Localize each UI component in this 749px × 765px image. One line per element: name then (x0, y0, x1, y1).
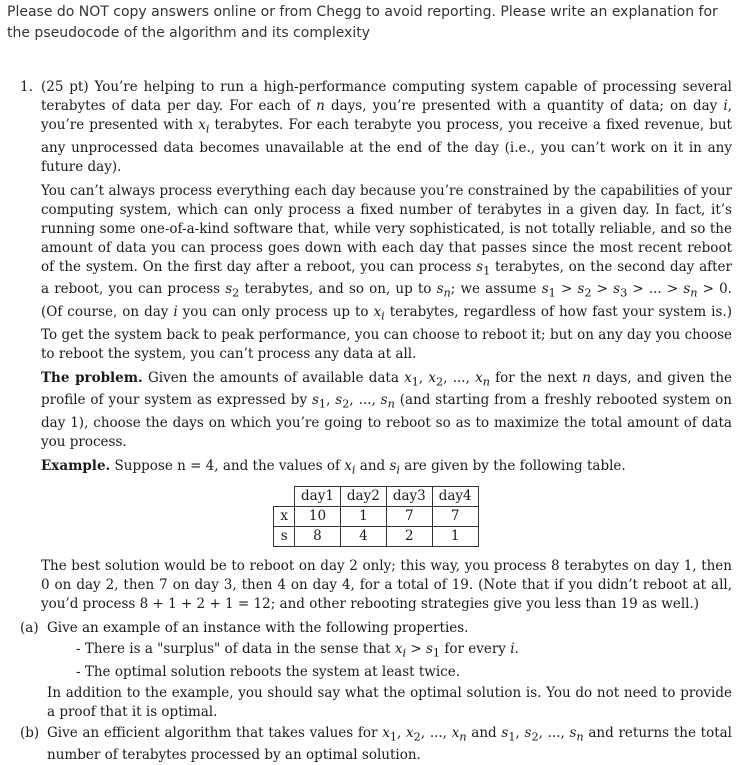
problem-number: 1. (20, 78, 33, 97)
example-heading: Example. (41, 458, 110, 474)
table-header: day1 (295, 486, 341, 506)
part-a-followup: In addition to the example, you should say what the optimal solution is. You do not need to provide a proof that it is optimal. (47, 684, 732, 722)
table-cell: 1 (432, 526, 478, 546)
example-table (273, 486, 478, 547)
example-paragraph: Example. Suppose n = 4, and the values of $x_i$ and $s_i$ are given by the following table. (41, 457, 732, 480)
table-cell: 10 (295, 506, 341, 526)
list-item: - The optimal solution reboots the system at least twice. (76, 663, 732, 682)
problem-1 (20, 78, 732, 765)
solution-paragraph: The best solution would be to reboot on day 2 only; this way, you process 8 terabytes on day 1, then 0 on day 2, then 7 on day 3, then 4 on day 4, for a total of 19. (Note that if you didn’t reboot at all, you’d process 8 + 1 + 2 + 1 = 12; and other rebooting strategies give you less than 19 as well.) (41, 557, 732, 614)
table-corner (274, 486, 295, 506)
table-cell: 7 (432, 506, 478, 526)
table-cell: 8 (295, 526, 341, 546)
table-cell: 1 (340, 506, 386, 526)
part-b (47, 724, 732, 765)
table-header: day2 (340, 486, 386, 506)
table-header: day3 (386, 486, 432, 506)
part-a-bullets (76, 640, 732, 682)
list-item: - There is a "surplus" of data in the sense that $x_i > s_1$ for every i. (76, 640, 732, 663)
part-a (47, 619, 732, 722)
problem-paragraph-3: The problem. Given the amounts of available data $x_1$, $x_2$, ..., $x_n$ for the next n days, and given the profile of your system as expressed by $s_1$, $s_2$, ..., $s_n$ (and starting from a freshly rebooted system on day 1), choose the days on which you’re going to reboot so as to maximize the total amount of data you process. (41, 369, 732, 452)
table-row-label: s (274, 526, 295, 546)
part-a-text: Give an example of an instance with the following properties. (47, 620, 468, 636)
part-b-label: (b) (20, 724, 47, 743)
part-a-label: (a) (20, 619, 47, 638)
intro-note: Please do NOT copy answers online or from Chegg to avoid reporting. Please write an explanation for the pseudocode of the algorithm and its complexity (7, 2, 742, 44)
problem-paragraph-2: You can’t always process everything each day because you’re constrained by the capabilities of your computing system, which can only process a fixed number of terabytes in a given day. In fact, it’s running some one-of-a-kind software that, while very sophisticated, is not totally reliable, and so the amount of data you can process goes down with each day that passes since the most recent reboot of the system. On the first day after a reboot, you can process $s_1$ terabytes, on the second day after a reboot, you can process $s_2$ terabytes, and so on, up to $s_n$; we assume $s_1 > s_2 > s_3$ > ... > $s_n > 0$. (Of course, on day i you can only process up to $x_i$ terabytes, regardless of how fast your system is.) To get the system back to peak performance, you can choose to reboot it; but on any day you choose to reboot the system, you can’t process any data at all. (41, 182, 732, 364)
problem-paragraph-1: (25 pt) You’re helping to run a high-performance computing system capable of processing several terabytes of data per day. For each of n days, you’re presented with a quantity of data; on day i, you’re presented with $x_i$ terabytes. For each terabyte you process, you receive a fixed revenue, but any unprocessed data becomes unavailable at the end of the day (i.e., you can’t work on it in any future day). (41, 78, 732, 177)
table-cell: 2 (386, 526, 432, 546)
table-cell: 7 (386, 506, 432, 526)
problem-heading: The problem. (41, 370, 143, 386)
part-b-text: Give an efficient algorithm that takes values for $x_1$, $x_2$, ..., $x_n$ and $s_1$, $s_2$, ..., $s_n$ and returns the total number of terabytes processed by an optimal solution. (47, 725, 732, 764)
example-table-container (20, 486, 732, 547)
table-header: day4 (432, 486, 478, 506)
table-cell: 4 (340, 526, 386, 546)
table-row-label: x (274, 506, 295, 526)
